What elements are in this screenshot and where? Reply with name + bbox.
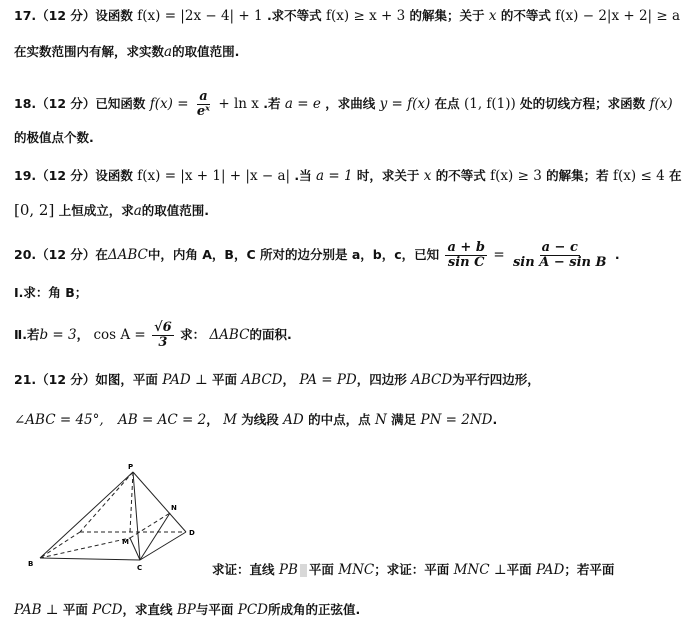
q19-interval: [0, 2]: [14, 201, 55, 219]
q20-text: 的面积.: [249, 327, 292, 342]
q21-text: 所成角的正弦值.: [268, 602, 361, 617]
q21-math: PCD: [92, 602, 123, 618]
q20-line1: [14, 240, 620, 270]
q21-last-line: [14, 600, 360, 620]
label-C: C: [137, 564, 143, 572]
q17-text: 在实数范围内有解，求实数: [14, 44, 165, 59]
q19-text: 上恒成立，求: [58, 203, 134, 218]
q18-text: ，求曲线: [325, 96, 376, 111]
q17-text: .求不等式: [266, 8, 322, 23]
q17-text: 的解集；关于: [409, 8, 485, 23]
q21-text: 为平行四边形，: [452, 372, 540, 387]
q20-f2-den: sin A − sin B: [512, 255, 607, 270]
q21-text: 平面: [212, 372, 238, 387]
q20-cos-fraction: [152, 321, 174, 350]
q21-math: MNC: [338, 562, 375, 578]
label-N: N: [171, 504, 177, 512]
q21-text: 平面: [62, 602, 88, 617]
q21-math: AD: [283, 412, 304, 428]
q18-function-rhs: + ln x: [218, 96, 259, 112]
q20-triangle: ΔABC: [107, 247, 148, 263]
q20-text: 求：: [180, 327, 206, 342]
q19-number: 19.（12 分）设函数: [14, 168, 133, 183]
edge-BM: [40, 538, 130, 558]
q21-math: PAD: [535, 562, 565, 578]
label-D: D: [189, 529, 195, 537]
q17-inequality-1: f(x) ≥ x + 3: [326, 8, 406, 24]
q21-text: ；求证：平面: [374, 562, 450, 577]
q21-math: ABCD: [411, 372, 453, 388]
q18-condition: a = e: [284, 96, 321, 112]
q20-part1-text: Ⅰ.求：角 B；: [14, 285, 88, 300]
q18-curve: y = f(x): [379, 96, 431, 112]
q20-part1: [14, 283, 87, 303]
q21-line1: [14, 370, 540, 390]
q17-function: f(x) = |2x − 4| + 1: [137, 8, 263, 24]
q19-text: 的取值范围.: [141, 203, 210, 218]
q20-cos-lhs: cos A =: [93, 327, 146, 343]
q20-triangle-2: ΔABC: [209, 327, 250, 343]
q18-text: 处的切线方程；求函数: [520, 96, 646, 111]
q20-part2-text: Ⅱ.若: [14, 327, 40, 342]
q19-text: 的不等式: [435, 168, 486, 183]
q21-text: ，求直线: [122, 602, 173, 617]
q17-line2: [14, 42, 239, 62]
q20-text: .: [614, 247, 620, 262]
q18-point: (1, f(1)): [463, 96, 516, 112]
q21-text: ，: [206, 412, 219, 427]
edge-PB: [40, 472, 133, 558]
q18-function-ref: f(x): [649, 96, 673, 112]
q21-math: PAD ⊥: [162, 372, 208, 388]
q20-fraction-right: [511, 241, 609, 270]
q21-line2: [14, 410, 497, 430]
q18-text: 的极值点个数.: [14, 130, 94, 145]
q21-math: ABCD: [241, 372, 283, 388]
q21-text: 求证：直线: [212, 562, 275, 577]
q21-text: 满足: [391, 412, 417, 427]
q19-text: 在: [669, 168, 682, 183]
q18-frac-den: eˣ: [196, 104, 211, 119]
q18-number: 18.（12 分）已知函数: [14, 96, 146, 111]
q17-text: 的不等式: [500, 8, 551, 23]
q21-text: ；若平面: [564, 562, 615, 577]
q21-math: MNC ⊥: [453, 562, 507, 578]
q18-frac-num: a: [199, 89, 208, 104]
label-P: P: [128, 463, 134, 471]
q21-math: PCD: [237, 602, 269, 618]
q20-b-condition: b = 3: [39, 327, 77, 343]
q21-text: 为线段: [241, 412, 279, 427]
q19-line1: [14, 166, 682, 186]
q20-equals: =: [493, 247, 505, 263]
q18-fraction: [195, 90, 212, 119]
q21-math: PB: [278, 562, 298, 578]
q19-var-a: a: [133, 203, 142, 219]
q21-math: AB = AC = 2: [118, 412, 207, 428]
q21-math: PAB ⊥: [14, 602, 59, 618]
q21-math: BP: [176, 602, 196, 618]
edge-NC: [140, 513, 170, 560]
q17-var-x: x: [488, 8, 497, 24]
edge-PM: [130, 472, 133, 532]
q17-inequality-2: f(x) − 2|x + 2| ≥ a: [555, 8, 681, 24]
q21-math: PA = PD: [299, 372, 357, 388]
q21-text: ，四边形: [356, 372, 407, 387]
edge-AB: [40, 532, 80, 558]
q21-text: 与平面: [195, 602, 234, 617]
q21-text: 平面: [506, 562, 532, 577]
q19-function: f(x) = |x + 1| + |x − a|: [137, 168, 291, 184]
q21-text: .: [492, 412, 498, 427]
edge-PD: [133, 472, 186, 532]
edge-PA: [80, 472, 133, 532]
label-B: B: [28, 560, 34, 568]
pyramid-figure: [18, 458, 208, 578]
parallel-symbol-placeholder: [300, 564, 307, 577]
q20-cos-den: 3: [158, 335, 168, 350]
q21-proof-line: [212, 560, 614, 580]
q18-line1: [14, 90, 673, 119]
q20-text: 中，内角 A，B，C 所对的边分别是 a，b，c，已知: [147, 247, 440, 262]
q17-line1: [14, 6, 680, 26]
q20-text: ，: [76, 327, 90, 342]
q17-text: 的取值范围.: [172, 44, 240, 59]
label-M: M: [122, 538, 129, 546]
q20-f2-num: a − c: [541, 240, 578, 255]
q18-function-lhs: f(x) =: [149, 96, 189, 112]
q21-math: N: [374, 412, 387, 428]
edge-BC: [40, 558, 140, 560]
q17-number: 17.（12 分）设函数: [14, 8, 133, 23]
q21-text: 的中点，点: [308, 412, 371, 427]
q19-text: .当: [294, 168, 312, 183]
q21-text: 平面: [308, 562, 334, 577]
q19-text: 的解集；若: [546, 168, 609, 183]
q18-text: 在点: [434, 96, 460, 111]
q21-math: ∠ABC = 45°,: [14, 412, 104, 428]
q19-line2: [14, 200, 209, 221]
edge-CD: [140, 532, 186, 560]
q20-cos-num: √6: [154, 320, 172, 335]
q20-number: 20.（12 分）在: [14, 247, 108, 262]
q18-line2: [14, 128, 94, 148]
q19-var-x: x: [423, 168, 432, 184]
q21-math: PN = 2ND: [420, 412, 493, 428]
q19-inequality-2: f(x) ≤ 4: [613, 168, 665, 184]
q20-part2: [14, 318, 292, 352]
q20-fraction-left: [445, 241, 486, 270]
edge-MN: [130, 513, 170, 538]
q17-var-a: a: [164, 44, 173, 60]
q21-math: M: [223, 412, 237, 428]
q19-text: 时，求关于: [356, 168, 420, 183]
q19-inequality-1: f(x) ≥ 3: [490, 168, 542, 184]
q21-number: 21.（12 分）如图，平面: [14, 372, 158, 387]
q20-f1-num: a + b: [447, 240, 485, 255]
q20-f1-den: sin C: [447, 255, 485, 270]
q21-text: ，: [282, 372, 295, 387]
q18-text: .若: [263, 96, 281, 111]
q19-condition: a = 1: [316, 168, 353, 184]
